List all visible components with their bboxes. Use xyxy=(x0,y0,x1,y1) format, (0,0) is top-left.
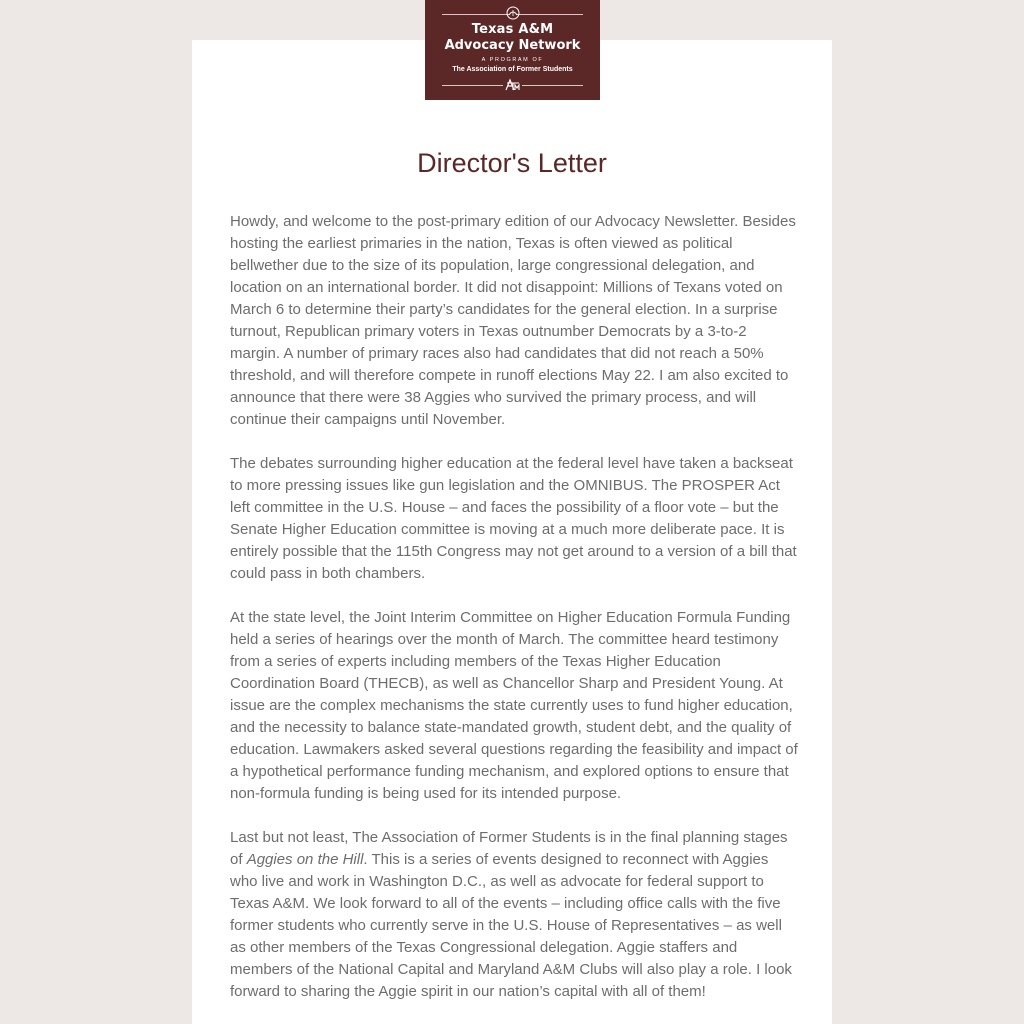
bonfire-seal-icon xyxy=(505,6,521,20)
letter-paragraph: At the state level, the Joint Interim Committee on Higher Education Formula Funding held a series of hearings over the month of March. The committee heard testimony from a series of experts including members of the Texas Higher Education Coordination Board (THECB), as well as Chancellor Sharp and President Young. At issue are the complex mechanisms the state currently uses to fund higher education, and the necessity to balance state-mandated growth, student debt, and the quality of education. Lawmakers asked several questions regarding the feasibility and impact of a hypothetical performance funding mechanism, and explored options to ensure that non-formula funding is being used for its intended purpose. xyxy=(230,609,798,802)
letter-paragraph xyxy=(230,827,798,1003)
letter-body xyxy=(230,211,798,1024)
letter-paragraph: The debates surrounding higher education at the federal level have taken a backseat to more pressing issues like gun legislation and the OMNIBUS. The PROSPER Act left committee in the U.S. House – and faces the possibility of a floor vote – but the Senate Higher Education committee is moving at a much more deliberate pace. It is entirely possible that the 115th Congress may not get around to a version of a bill that could pass in both chambers. xyxy=(230,455,797,582)
page-title: Director's Letter xyxy=(417,148,607,178)
logo-rule xyxy=(522,85,583,86)
event-name: Aggies on the Hill xyxy=(246,851,364,868)
paragraph-text: . This is a series of events designed to reconnect with Aggies who live and work in Washington D.C., as well as advocate for federal support to Texas A&M. We look forward to all of the events – including office calls with the five former students who currently serve in the U.S. House of Representatives – as well as other members of the Texas Congressional delegation. Aggie staffers and members of the National Capital and Maryland A&M Clubs will also play a role. I look forward to sharing the Aggie spirit in our nation’s capital with all of them! xyxy=(230,851,792,1000)
logo-rule xyxy=(442,14,509,15)
logo-rule xyxy=(516,14,583,15)
letter-paragraph: Howdy, and welcome to the post-primary edition of our Advocacy Newsletter. Besides hosting the earliest primaries in the nation, Texas is often viewed as political bellwether due to the size of its population, large congressional delegation, and location on an international border. It did not disappoint: Millions of Texans voted on March 6 to determine their party’s candidates for the general election. In a surprise turnout, Republican primary voters in Texas outnumber Democrats by a 3-to-2 margin. A number of primary races also had candidates that did not reach a 50% threshold, and will therefore compete in runoff elections May 22. I am also excited to announce that there were 38 Aggies who survived the primary process, and will continue their campaigns until November. xyxy=(230,213,796,428)
logo-title-line1: Texas A&M xyxy=(471,22,554,37)
paragraph-text: Last but not least, The Association of Former Students is in the final planning stages of xyxy=(230,829,788,868)
logo-rule xyxy=(442,85,503,86)
logo-subtitle: A PROGRAM OF xyxy=(481,57,544,63)
advocacy-network-logo[interactable] xyxy=(425,0,600,100)
logo-organization: The Association of Former Students xyxy=(452,66,573,73)
atm-emblem-icon xyxy=(503,78,523,92)
logo-title-line2: Advocacy Network xyxy=(444,38,581,53)
